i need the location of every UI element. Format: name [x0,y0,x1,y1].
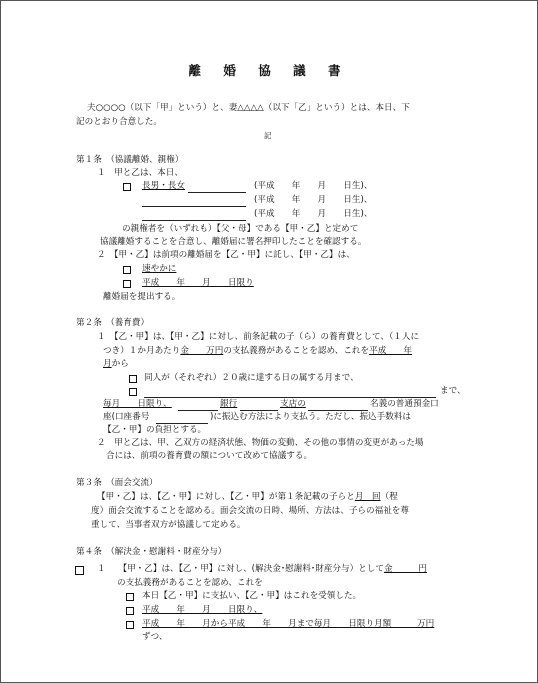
account-holder-text: 名義の普通預金口 [370,399,439,409]
checkbox[interactable] [126,593,134,601]
fill-blank [178,410,218,411]
installment-end: ずつ、 [142,632,168,642]
option-paid-today: 本日【乙・甲】に支払い、【乙・甲】はこれを受領した。 [142,591,362,601]
birthdate-3: (平成 年 月 日生)、 [254,209,373,219]
article-4-line-2: の支払義務があることを認め、これを [117,578,263,588]
custody-line-2: 協議離婚することを合意し、離婚届に署名押印したことを確認する。 [100,237,367,247]
birthdate-1: (平成 年 月 日生)、 [254,181,373,191]
installment-period: 平成 年 月から平成 年 月まで [142,619,314,629]
fill-blank [142,220,246,221]
checkbox[interactable] [129,388,137,396]
article-3-heading: 第３条 （面会交流） [76,478,158,488]
ki-mark: 記 [264,131,272,140]
checkbox[interactable] [75,566,84,575]
option-until-age-20: 同人が（それぞれ）２０歳に達する日の属する月まで、 [144,373,359,383]
start-month: 月 [103,359,112,369]
text-span: 【甲・乙】は、【乙・甲】に対し、【乙・甲】が第１条記載の子らと [97,492,355,502]
text-span: （程 [380,492,398,502]
option-installments [142,619,434,630]
settlement-amount: 金 円 [383,564,427,574]
document-title: 離 婚 協 議 書 [188,63,350,78]
fill-blank [142,206,246,207]
start-date: 平成 年 [369,346,413,356]
fill-blank [156,423,208,424]
article-2-line-2 [103,346,412,357]
visit-frequency: 月 回 [354,492,381,502]
birthdate-2: (平成 年 月 日生)、 [254,195,373,205]
amount-per-month: 金 万円 [180,346,224,356]
article-2-para-2-line-1: ２ 甲と乙は、甲、乙双方の経済状態、物価の変動、その他の事情の変更があった場 [97,438,424,448]
article-4-heading: 第４条 （解決金・慰謝料・財産分与） [76,547,227,557]
article-1-heading: 第１条 （協議離婚、親権） [76,155,184,165]
fee-burden: 【乙・甲】の負担とする。 [103,425,207,435]
article-3-line-2: 度）面会交流することを認める。面会交流の日時、場所、方法は、子らの福祉を尊 [91,506,409,516]
checkbox[interactable] [126,607,134,615]
article-3-line-3: 重して、当事者双方が協議して定める。 [91,520,246,530]
bank-label: 銀行 [220,399,238,409]
text-span: から [111,359,129,369]
checkbox[interactable] [123,280,131,288]
article-2-para-2-line-2: 合には、前項の養育費の額について改めて協議する。 [106,451,313,461]
fill-blank [240,410,278,411]
child-role: 長男・長女 [142,181,185,191]
checkbox[interactable] [129,375,137,383]
article-1-para-2: ２ 【甲・乙】は前項の離婚届を【乙・甲】に託し、【甲・乙】は、 [97,250,355,260]
option-immediately: 速やかに [142,264,177,274]
until-text: まで、 [440,386,466,396]
text-span: の支払義務があることを認め、これを [223,346,370,356]
article-4-line-1 [97,564,427,575]
installment-day: 毎月 日限り [313,619,375,629]
intro-line-2: 記のとおり合意した。 [76,117,162,127]
intro-line-1: 夫○○○○（以下「甲」という）と、妻△△△△（以下「乙」という）とは、本日、下 [87,103,410,113]
checkbox[interactable] [123,266,131,274]
checkbox[interactable] [123,183,131,191]
text-span: １ 【甲・乙】は、【乙・甲】に対し、(解決金･慰謝料･財産分与）として [97,564,384,574]
payment-day: 毎月 日限り、 [103,399,172,409]
branch-label: 支店の [280,399,306,409]
fill-blank [188,192,246,193]
article-1-para-1: １ 甲と乙は、本日、 [97,168,183,178]
account-number-label: 座(口座番号 [103,412,150,422]
installment-amount: 月額 万円 [374,619,435,629]
option-pay-by-date: 平成 年 月 日限り、 [142,605,263,615]
article-1-para-2-end: 離婚届を提出する。 [103,292,181,302]
fill-blank [144,397,436,398]
checkbox[interactable] [126,621,134,629]
option-by-date: 平成 年 月 日限り [142,278,254,288]
article-3-line-1 [97,492,398,503]
article-2-line-1: １ 【乙・甲】は、【甲・乙】に対し、前条記載の子（ら）の養育費として、（１人に [97,332,420,342]
text-span: つき）１か月あたり [103,346,181,356]
fill-blank [308,410,368,411]
article-2-line-3 [103,359,129,370]
transfer-text: )に振込む方法により支払う。ただし、振込手数料は [210,412,412,422]
custody-line-1: の親権者を（いずれも）【父・母】である【甲・乙】と定めて [122,224,359,234]
article-2-heading: 第２条 （養育費） [76,318,150,328]
